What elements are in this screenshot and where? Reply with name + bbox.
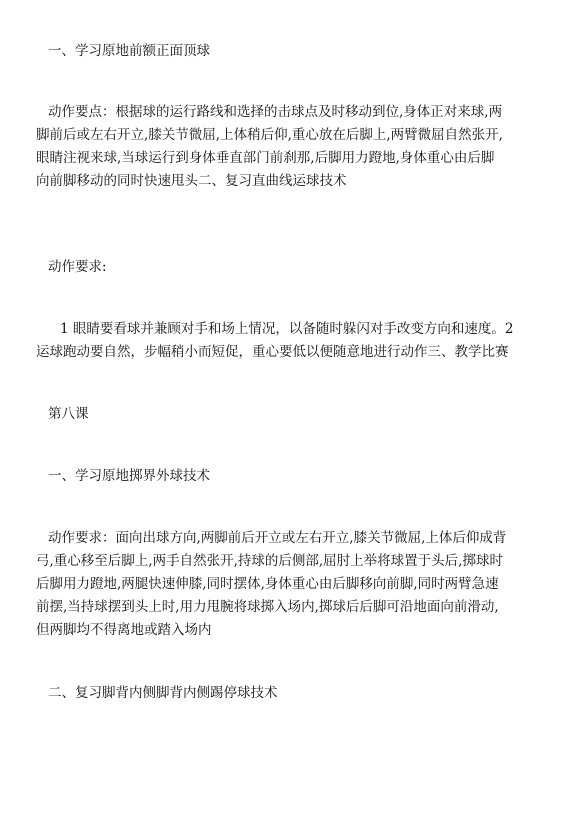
requirements-label: 动作要求: <box>48 259 107 275</box>
section-heading-header-ball: 一、学习原地前额正面顶球 <box>48 43 210 59</box>
lesson-title: 第八课 <box>48 406 89 422</box>
paragraph-line: 前摆,当持球摆到头上时,用力甩腕将球掷入场内,掷球后后脚可沿地面向前滑动, <box>36 599 499 615</box>
paragraph-line: 1 眼睛要看球并兼顾对手和场上情况，以备随时躲闪对手改变方向和速度。2 <box>60 321 514 337</box>
paragraph-line: 但两脚均不得离地或踏入场内 <box>36 622 212 638</box>
paragraph-line: 向前脚移动的同时快速甩头二、复习直曲线运球技术 <box>36 173 347 189</box>
paragraph-line: 运球跑动要自然，步幅稍小而短促，重心要低以便随意地进行动作三、教学比赛 <box>36 344 509 360</box>
paragraph-line: 脚前后或左右开立,膝关节微屈,上体稍后仰,重心放在后脚上,两臂微屈自然张开, <box>36 127 503 143</box>
section-heading-throw-in: 一、学习原地掷界外球技术 <box>48 468 210 484</box>
paragraph-line: 眼睛注视来球,当球运行到身体垂直部门前刹那,后脚用力蹬地,身体重心由后脚 <box>36 150 495 166</box>
paragraph-line: 动作要求：面向出球方向,两脚前后开立或左右开立,膝关节微屈,上体后仰成背 <box>48 530 507 546</box>
paragraph-line: 动作要点：根据球的运行路线和选择的击球点及时移动到位,身体正对来球,两 <box>48 104 503 120</box>
paragraph-line: 后脚用力蹬地,两腿快速伸膝,同时摆体,身体重心由后脚移向前脚,同时两臂急速 <box>36 576 499 592</box>
section-heading-instep-kick: 二、复习脚背内侧脚背内侧踢停球技术 <box>48 685 278 701</box>
paragraph-line: 弓,重心移至后脚上,两手自然张开,持球的后侧部,屈肘上举将球置于头后,掷球时 <box>36 553 503 569</box>
